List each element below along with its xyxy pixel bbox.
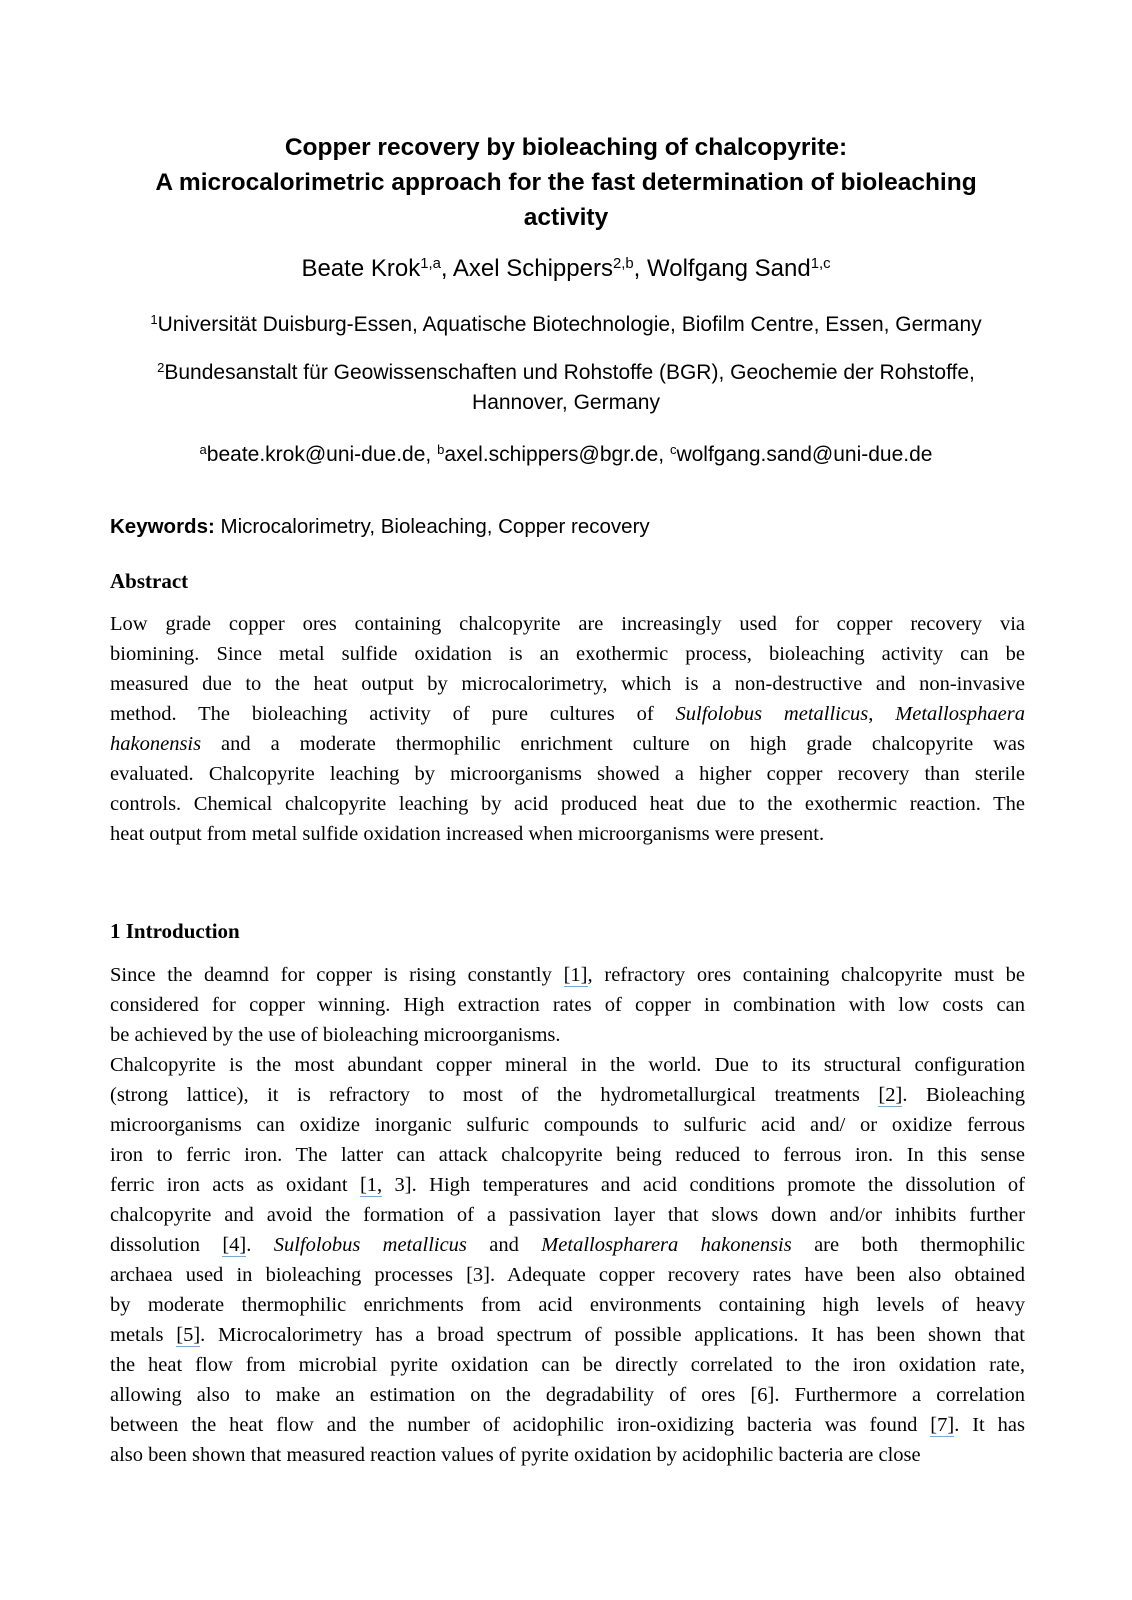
intro-text: (strong lattice), it is refractory to most of the hydrometallurgical treatments: [110, 1084, 879, 1106]
citation-link[interactable]: [2]: [878, 1084, 903, 1106]
species-name: Sulfolobus metallicus: [675, 703, 869, 725]
intro-text: , refractory ores containing chalcopyrite must be: [587, 964, 1026, 986]
abstract-heading: Abstract: [110, 569, 189, 593]
intro-text: metals: [110, 1324, 177, 1346]
intro-text: between the heat flow and the number of acidophilic iron-oxidizing bacteria was found: [110, 1414, 931, 1436]
email-address: axel.schippers@bgr.de: [444, 443, 659, 466]
title-line-3: activity: [523, 204, 609, 231]
intro-text: Since the deamnd for copper is rising constantly: [110, 964, 564, 986]
intro-line: chalcopyrite and avoid the formation of a passivation layer that slows down and/or inhibits further: [110, 1204, 1025, 1226]
species-name: Sulfolobus metallicus: [273, 1234, 467, 1256]
author-list: Beate Krok$^{1,a}$, Axel Schippers$^{2,b}$, Wolfgang Sand$^{1,c}$: [301, 255, 831, 282]
intro-line: be achieved by the use of bioleaching microorganisms.: [110, 1024, 561, 1046]
intro-line: allowing also to make an estimation on the degradability of ores [6]. Furthermore a correlation: [110, 1384, 1025, 1406]
email-address: beate.krok@uni-due.de: [206, 443, 426, 466]
intro-text: . Microcalorimetry has a broad spectrum of possible applications. It has been shown that: [200, 1324, 1025, 1346]
abstract-line: measured due to the heat output by microcalorimetry, which is a non-destructive and non-invasive: [110, 673, 1025, 695]
citation-link[interactable]: [1]: [563, 964, 588, 986]
intro-line: [110, 1080, 1025, 1110]
citation-link[interactable]: [7]: [930, 1414, 955, 1436]
abstract-text: method. The bioleaching activity of pure cultures of: [110, 703, 676, 725]
intro-line: the heat flow from microbial pyrite oxidation can be directly correlated to the iron oxidation rate,: [110, 1354, 1025, 1376]
email-list: $^a$beate.krok@uni-due.de, $^b$axel.schippers@bgr.de, $^c$wolfgang.sand@uni-due.de: [199, 441, 933, 466]
paper-title: [80, 130, 1052, 235]
intro-line: [110, 1410, 1025, 1440]
email-superscript: c: [669, 441, 677, 457]
affiliation-text: Universität Duisburg-Essen, Aquatische Biotechnologie, Biofilm Centre, Essen, Germany: [157, 313, 982, 336]
abstract-text: and a moderate thermophilic enrichment culture on high grade chalcopyrite was: [201, 733, 1025, 755]
author-name: Axel Schippers: [452, 255, 613, 282]
keywords: [110, 513, 650, 541]
intro-text: . It has: [954, 1414, 1025, 1436]
abstract-body: [110, 609, 1025, 849]
affiliation-2: [80, 358, 1052, 418]
intro-text: dissolution: [110, 1234, 223, 1256]
intro-line: archaea used in bioleaching processes [3]. Adequate copper recovery rates have been also obtained: [110, 1264, 1025, 1286]
email-address: wolfgang.sand@uni-due.de: [676, 443, 933, 466]
affiliation-text-continued: Hannover, Germany: [472, 391, 660, 414]
affiliation-superscript: 2: [157, 359, 165, 375]
abstract-line: biomining. Since metal sulfide oxidation is an exothermic process, bioleaching activity can be: [110, 643, 1025, 665]
keywords-label: Keywords:: [110, 515, 215, 538]
intro-text: 3]. High temperatures and acid conditions promote the dissolution of: [382, 1174, 1025, 1196]
intro-line: microorganisms can oxidize inorganic sulfuric compounds to sulfuric acid and/ or oxidize ferrous: [110, 1114, 1025, 1136]
title-line-1: Copper recovery by bioleaching of chalcopyrite:: [284, 134, 848, 161]
intro-line: by moderate thermophilic enrichments from acid environments containing high levels of heavy: [110, 1294, 1025, 1316]
intro-text: ferric iron acts as oxidant: [110, 1174, 360, 1196]
species-name: Metallosphaera: [895, 703, 1026, 725]
abstract-line: evaluated. Chalcopyrite leaching by microorganisms showed a higher copper recovery than sterile: [110, 763, 1025, 785]
author-superscript: 2,b: [612, 255, 634, 272]
species-name: hakonensis: [110, 733, 202, 755]
intro-line: [110, 1320, 1025, 1350]
author-name: Beate Krok: [301, 255, 421, 282]
intro-text: . Bioleaching: [902, 1084, 1025, 1106]
abstract-line: Low grade copper ores containing chalcopyrite are increasingly used for copper recovery via: [110, 613, 1025, 635]
author-superscript: 1,c: [810, 255, 831, 272]
introduction-heading: 1 Introduction: [110, 919, 240, 943]
citation-link[interactable]: [1,: [359, 1174, 383, 1196]
email-superscript: b: [437, 441, 445, 457]
intro-text: and: [466, 1234, 542, 1256]
title-line-2: A microcalorimetric approach for the fast determination of bioleaching: [155, 169, 977, 196]
affiliation-text: Bundesanstalt für Geowissenschaften und Rohstoffe (BGR), Geochemie der Rohstoffe,: [164, 361, 975, 384]
intro-line: Chalcopyrite is the most abundant copper mineral in the world. Due to its structural configuration: [110, 1054, 1025, 1076]
intro-text: .: [246, 1234, 274, 1256]
intro-line: [110, 960, 1025, 990]
abstract-line: heat output from metal sulfide oxidation increased when microorganisms were present.: [110, 823, 825, 845]
abstract-line: controls. Chemical chalcopyrite leaching by acid produced heat due to the exothermic reaction. The: [110, 793, 1025, 815]
intro-line: iron to ferric iron. The latter can attack chalcopyrite being reduced to ferrous iron. In this sense: [110, 1144, 1025, 1166]
author-superscript: 1,a: [420, 255, 441, 272]
author-name: Wolfgang Sand: [647, 255, 811, 282]
abstract-text: ,: [868, 703, 896, 725]
intro-line: considered for copper winning. High extraction rates of copper in combination with low costs can: [110, 994, 1025, 1016]
email-superscript: a: [199, 441, 207, 457]
intro-line: [110, 1170, 1025, 1200]
abstract-line: [110, 699, 1025, 729]
intro-line: also been shown that measured reaction values of pyrite oxidation by acidophilic bacteria are close: [110, 1444, 921, 1466]
citation-link[interactable]: [5]: [176, 1324, 201, 1346]
keywords-text: Microcalorimetry, Bioleaching, Copper recovery: [220, 515, 650, 538]
affiliation-superscript: 1: [150, 311, 158, 327]
abstract-line: [110, 729, 1025, 759]
affiliation-1: [80, 310, 1052, 340]
introduction-body: [110, 960, 1025, 1470]
species-name: Metallospharera hakonensis: [541, 1234, 792, 1256]
citation-link[interactable]: [4]: [222, 1234, 247, 1256]
intro-text: are both thermophilic: [791, 1234, 1025, 1256]
intro-line: [110, 1230, 1025, 1260]
